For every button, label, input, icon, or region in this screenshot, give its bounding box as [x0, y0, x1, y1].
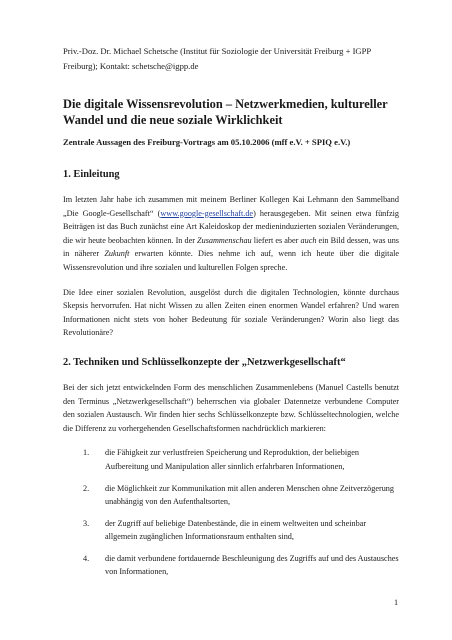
document-title: Die digitale Wissensrevolution – Netzwerkmedien, kultureller Wandel und die neue soziale Wirklichkeit [63, 97, 388, 127]
list-item: 2. die Möglichkeit zur Kommunikation mit allen anderen Menschen ohne Zeitverzögerung unabhängig von den Aufenthaltsorten, [83, 483, 394, 507]
author-line-2: Freiburg); Kontakt: schetsche@igpp.de [63, 61, 199, 71]
section-1-paragraph-2: Die Idee einer sozialen Revolution, ausgelöst durch die digitalen Technologien, könnte durchaus Skepsis hervorrufen. Hat nicht Wissen zu allen Zeiten einen enormen Wandel erfahren? Und waren Informationen nicht stets von hoher Bedeutung für soziale Veränderungen? Worin also liegt das Revolutionäre? [63, 287, 399, 338]
list-item: 3. der Zugriff auf beliebige Datenbestände, die in einem weltweiten und scheinbar allgemein zugänglichen Informationsraum enthalten sind, [83, 518, 367, 542]
list-item: 1. die Fähigkeit zur verlustfreien Speicherung und Reproduktion, der beliebigen Aufbereitung und Manipulation aller sinnlich erfahrbaren Informationen, [83, 448, 359, 471]
website-link[interactable]: www.google-gesellschaft.de [160, 208, 254, 218]
section-1-paragraph-1: Im letzten Jahr habe ich zusammen mit meinem Berliner Kollegen Kai Lehmann den Sammelband „Die Google-Gesellschaft“ (www.google-gesellschaft.de) herausgegeben. Mit seinen etwa fünfzig Beiträgen ist das Buch zunächst eine Art Kaleidoskop der medieninduzierten sozialen Veränderungen, die wir heute beobachten können. In der Zusammenschau liefert es aber auch ein Bild dessen, was uns in näherer Zukunft erwarten könnte. Dies nehme ich auf, wenn ich heute über die digitale Wissensrevolution und ihre sozialen und kulturellen Folgen spreche. [63, 195, 399, 272]
author-line-1: Priv.-Doz. Dr. Michael Schetsche (Institut für Soziologie der Universität Freiburg + IGPP [63, 46, 372, 56]
section-1-heading: 1. Einleitung [63, 169, 120, 180]
page-number: 1 [394, 598, 399, 607]
section-2-heading: 2. Techniken und Schlüsselkonzepte der „Netzwerkgesellschaft“ [63, 356, 346, 368]
document-subtitle: Zentrale Aussagen des Freiburg-Vortrags am 05.10.2006 (mff e.V. + SPIQ e.V.) [63, 137, 351, 147]
section-2-paragraph-1: Bei der sich jetzt entwickelnden Form des menschlichen Zusammenlebens (Manuel Castells benutzt den Terminus „Netzwerkgesellschaft“) beherrschen via globaler Datennetze verbundene Computer den sozialen Austausch. Wir finden hier sechs Schlüsselkonzepte bzw. Schlüsseltechnologien, welche die Differenz zu vorhergehenden Gesellschaftsformen nachdrücklich markieren: [63, 382, 399, 433]
document-page [63, 44, 399, 587]
author-info [63, 44, 399, 74]
key-concepts-list [63, 446, 399, 579]
list-item: 4. die damit verbundene fortdauernde Beschleunigung des Zugriffs auf und des Austausches von Informationen, [83, 553, 399, 577]
